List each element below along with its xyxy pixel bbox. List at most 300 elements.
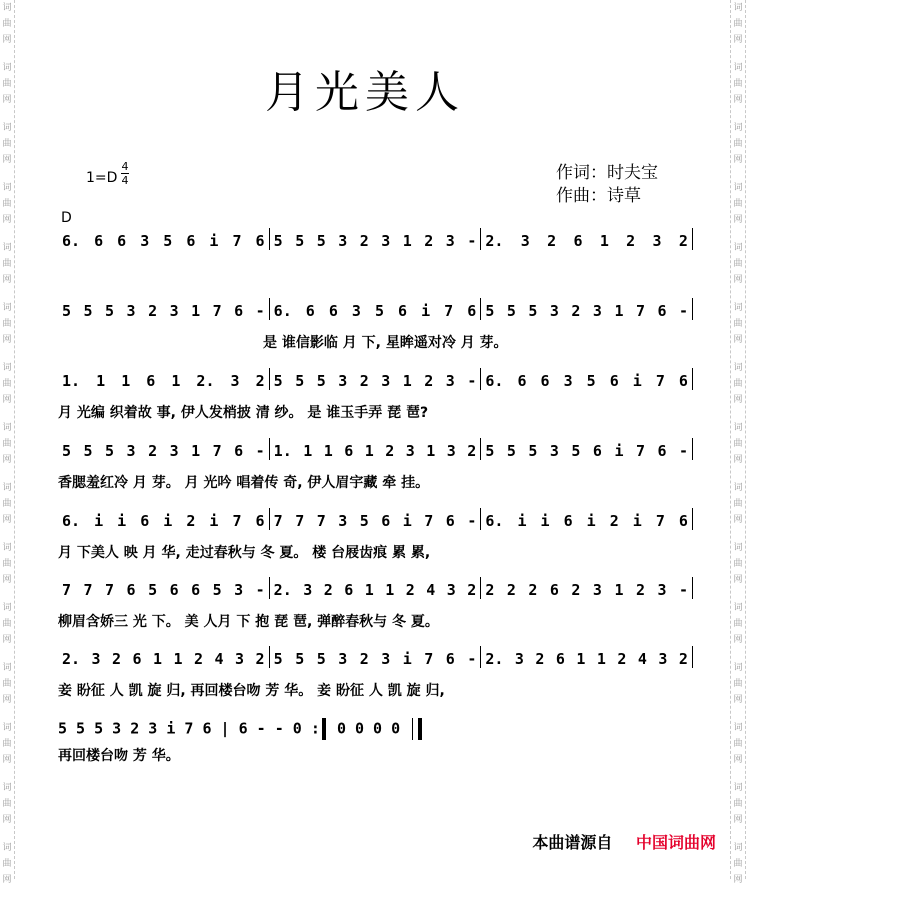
watermark-glyph: 词 — [733, 123, 743, 133]
notes-row — [58, 372, 693, 398]
measure — [58, 442, 269, 460]
watermark-glyph: 网 — [2, 335, 12, 345]
note: 7 — [424, 512, 434, 530]
measure — [58, 650, 269, 668]
watermark-glyph: 词 — [733, 303, 743, 313]
note: 7 — [212, 442, 222, 460]
note: 6 — [678, 372, 688, 390]
composer: 作曲：诗草 — [556, 186, 641, 206]
watermark-glyph: 曲 — [2, 499, 12, 509]
note: 2. — [273, 581, 292, 599]
note: 3 — [592, 302, 602, 320]
watermark-glyph: 网 — [2, 35, 12, 45]
note: 6 — [573, 232, 583, 250]
note: 6 — [255, 512, 265, 530]
note: 7 — [655, 512, 665, 530]
watermark-glyph: 网 — [2, 815, 12, 825]
note: 4 — [426, 581, 436, 599]
watermark-glyph: 词 — [733, 423, 743, 433]
note: 5 — [485, 442, 495, 460]
watermark-glyph: 词 — [2, 663, 12, 673]
note: 6 — [191, 581, 201, 599]
note: 6 — [344, 442, 354, 460]
watermark-glyph: 词 — [733, 723, 743, 733]
note: 3 — [592, 581, 602, 599]
barline — [692, 577, 693, 599]
note: 6 — [234, 302, 244, 320]
note: 6 — [305, 302, 315, 320]
note: 6. — [62, 232, 81, 250]
watermark-glyph: 曲 — [2, 139, 12, 149]
watermark-glyph: 网 — [733, 575, 743, 585]
watermark-glyph: 曲 — [733, 439, 743, 449]
note: 3 — [169, 302, 179, 320]
note: 2 — [571, 302, 581, 320]
note: 7 — [635, 442, 645, 460]
watermark-glyph: 曲 — [733, 139, 743, 149]
score-system-3 — [58, 372, 693, 422]
note: 7 — [62, 581, 72, 599]
note: 2 — [528, 581, 538, 599]
watermark-glyph: 词 — [733, 543, 743, 553]
note: 5 — [528, 442, 538, 460]
watermark-glyph: 网 — [733, 155, 743, 165]
notes-row — [58, 442, 693, 468]
note: 1. — [62, 372, 81, 390]
watermark-glyph: 词 — [2, 63, 12, 73]
watermark-glyph: 曲 — [2, 859, 12, 869]
note: i — [209, 232, 219, 250]
note: i — [632, 372, 642, 390]
note: 3 — [549, 302, 559, 320]
note: 5 — [485, 302, 495, 320]
note: 7 — [424, 650, 434, 668]
note: 2 — [359, 650, 369, 668]
watermark-glyph: 词 — [2, 363, 12, 373]
watermark-glyph: 曲 — [733, 859, 743, 869]
thick-barline — [322, 718, 326, 740]
watermark-glyph: 曲 — [2, 799, 12, 809]
watermark-glyph: 网 — [733, 335, 743, 345]
note: 3 — [91, 650, 101, 668]
note: 7 — [635, 302, 645, 320]
note: 2 — [626, 232, 636, 250]
note: 1 — [121, 372, 131, 390]
note: 7 — [655, 372, 665, 390]
watermark-glyph: 网 — [2, 875, 12, 885]
note: 6 — [657, 442, 667, 460]
watermark-glyph: 网 — [733, 755, 743, 765]
note: - — [678, 442, 689, 460]
watermark-glyph: 曲 — [2, 559, 12, 569]
lyrics-row: 柳眉含娇三 光 下。 美 人月 下 抱 琵 琶, 弹醉春秋与 冬 夏。 — [58, 614, 439, 630]
watermark-glyph: 曲 — [733, 499, 743, 509]
note: 5 — [62, 442, 72, 460]
measure — [481, 512, 692, 530]
measure — [270, 302, 481, 320]
note: 2 — [609, 512, 619, 530]
note: 5 — [295, 232, 305, 250]
note: 6. — [273, 302, 292, 320]
note: 3 — [549, 442, 559, 460]
watermark-glyph: 曲 — [733, 559, 743, 569]
watermark-glyph: 词 — [733, 783, 743, 793]
notes-row — [58, 650, 693, 676]
time-signature-top: 4 — [121, 160, 129, 173]
note: 3 — [446, 442, 456, 460]
note: 2 — [359, 372, 369, 390]
watermark-glyph: 曲 — [2, 679, 12, 689]
note: 6 — [94, 232, 104, 250]
notes-row — [58, 302, 693, 328]
note: 7 — [83, 581, 93, 599]
note: 7 — [105, 581, 115, 599]
watermark-glyph: 网 — [2, 275, 12, 285]
lyrics-row: 月 下美人 映 月 华, 走过春秋与 冬 夏。 楼 台屐齿痕 累 累, — [58, 545, 431, 561]
notes-row — [58, 232, 693, 258]
note: 6 — [549, 581, 559, 599]
note: - — [255, 581, 265, 599]
watermark-glyph: 曲 — [2, 379, 12, 389]
watermark-glyph: 曲 — [733, 79, 743, 89]
lyrics-row: 妾 盼征 人 凯 旋 归, 再回楼台吻 芳 华。 妾 盼征 人 凯 旋 归, — [58, 683, 445, 699]
note: 1 — [426, 442, 436, 460]
score-system-6 — [58, 581, 693, 631]
note: 2 — [506, 581, 516, 599]
measure — [58, 512, 269, 530]
watermark-glyph: 曲 — [733, 259, 743, 269]
score-system-5 — [58, 512, 693, 562]
note: 7 — [316, 512, 326, 530]
measure — [58, 372, 269, 390]
note: i — [163, 512, 173, 530]
lyrics-row: 香腮羞红冷 月 芽。 月 光吟 唱着传 奇, 伊人眉宇藏 牵 挂。 — [58, 475, 430, 491]
watermark-glyph: 网 — [2, 575, 12, 585]
note: 6 — [169, 581, 179, 599]
note: 2 — [571, 581, 581, 599]
notes-row — [58, 581, 693, 607]
note: 3 — [381, 372, 391, 390]
note: - — [678, 302, 689, 320]
note: 2. — [485, 650, 504, 668]
note: i — [586, 512, 596, 530]
note: i — [402, 650, 412, 668]
watermark-glyph: 词 — [2, 543, 12, 553]
watermark-glyph: 网 — [2, 755, 12, 765]
coda-notes: 0 0 0 0 — [336, 719, 401, 738]
note: 5 — [571, 442, 581, 460]
note: 5 — [273, 650, 283, 668]
note: 5 — [316, 650, 326, 668]
note: - — [255, 302, 265, 320]
note: 2 — [323, 581, 333, 599]
note: 1 — [364, 581, 374, 599]
note: 6 — [381, 512, 391, 530]
note: 6. — [485, 372, 504, 390]
measure — [58, 302, 269, 320]
measure — [270, 442, 481, 460]
measure — [481, 302, 692, 320]
watermark-strip-left — [0, 0, 15, 885]
watermark-glyph: 词 — [733, 363, 743, 373]
note: 1 — [576, 650, 586, 668]
note: 2 — [485, 581, 495, 599]
measure — [481, 232, 692, 250]
note: 1 — [171, 372, 181, 390]
note: 3 — [303, 581, 313, 599]
note: 5 — [586, 372, 596, 390]
end-barline — [418, 718, 422, 740]
watermark-glyph: 曲 — [733, 319, 743, 329]
watermark-glyph: 曲 — [733, 379, 743, 389]
watermark-glyph: 词 — [2, 243, 12, 253]
note: 6 — [467, 302, 477, 320]
measure — [58, 232, 269, 250]
note: 5 — [374, 302, 384, 320]
note: 3 — [652, 232, 662, 250]
note: 3 — [169, 442, 179, 460]
note: 5 — [359, 512, 369, 530]
note: 5 — [212, 581, 222, 599]
barline — [692, 508, 693, 530]
note: 2 — [678, 232, 688, 250]
watermark-glyph: 网 — [733, 875, 743, 885]
watermark-glyph: 词 — [733, 63, 743, 73]
note: 5 — [295, 372, 305, 390]
source-site-link[interactable]: 中国词曲网 — [635, 833, 716, 852]
note: 6 — [445, 512, 455, 530]
note: 2 — [467, 581, 477, 599]
note: - — [678, 581, 689, 599]
note: 3 — [338, 372, 348, 390]
note: 6 — [117, 232, 127, 250]
final-notes: 5 5 5 3 2 3 i 7 6 | 6 - - 0 : — [58, 719, 320, 738]
watermark-glyph: 曲 — [733, 739, 743, 749]
watermark-glyph: 网 — [733, 215, 743, 225]
lyrics-row: 月 光编 织着故 事, 伊人发梢披 清 纱。 是 谁玉手弄 琵 琶? — [58, 405, 429, 421]
watermark-strip-right — [730, 0, 746, 885]
note: 5 — [528, 302, 538, 320]
score-system-2 — [58, 302, 693, 352]
note: 7 — [273, 512, 283, 530]
note: 1 — [402, 232, 412, 250]
note: 5 — [273, 372, 283, 390]
barline — [692, 646, 693, 668]
watermark-glyph: 网 — [2, 695, 12, 705]
measure — [481, 650, 692, 668]
note: 5 — [316, 372, 326, 390]
note: 2. — [485, 232, 504, 250]
note: 1 — [614, 581, 624, 599]
note: 3 — [140, 232, 150, 250]
watermark-glyph: 曲 — [733, 799, 743, 809]
note: 1 — [323, 442, 333, 460]
note: 2 — [617, 650, 627, 668]
note: 6 — [592, 442, 602, 460]
note: 5 — [506, 302, 516, 320]
note: 7 — [295, 512, 305, 530]
note: 5 — [316, 232, 326, 250]
note: 2 — [535, 650, 545, 668]
note: 1 — [385, 581, 395, 599]
note: 2. — [196, 372, 215, 390]
watermark-glyph: 词 — [733, 483, 743, 493]
note: 2 — [194, 650, 204, 668]
note: 1 — [596, 650, 606, 668]
note: 5 — [62, 302, 72, 320]
note: 1. — [273, 442, 292, 460]
note: - — [467, 650, 477, 668]
note: 6 — [146, 372, 156, 390]
note: 6 — [140, 512, 150, 530]
barline — [692, 438, 693, 460]
note: 6 — [540, 372, 550, 390]
watermark-glyph: 曲 — [2, 439, 12, 449]
watermark-glyph: 曲 — [733, 619, 743, 629]
note: 1 — [364, 442, 374, 460]
watermark-glyph: 网 — [733, 515, 743, 525]
watermark-glyph: 网 — [2, 215, 12, 225]
note: 5 — [105, 302, 115, 320]
note: 2 — [148, 302, 158, 320]
note: i — [614, 442, 624, 460]
watermark-glyph: 网 — [2, 395, 12, 405]
watermark-glyph: 词 — [733, 3, 743, 13]
note: 3 — [514, 650, 524, 668]
watermark-glyph: 网 — [2, 155, 12, 165]
chord-label: D — [61, 210, 72, 226]
note: 6 — [609, 372, 619, 390]
note: 2 — [255, 650, 265, 668]
note: 3 — [126, 302, 136, 320]
measure — [481, 581, 692, 599]
watermark-glyph: 网 — [2, 635, 12, 645]
watermark-glyph: 词 — [2, 843, 12, 853]
note: 2 — [112, 650, 122, 668]
watermark-glyph: 词 — [733, 183, 743, 193]
watermark-glyph: 曲 — [733, 679, 743, 689]
note: 7 — [444, 302, 454, 320]
watermark-glyph: 网 — [733, 95, 743, 105]
watermark-glyph: 词 — [733, 243, 743, 253]
watermark-glyph: 曲 — [2, 619, 12, 629]
watermark-glyph: 词 — [2, 483, 12, 493]
note: 5 — [83, 302, 93, 320]
watermark-glyph: 网 — [733, 395, 743, 405]
note: 2 — [547, 232, 557, 250]
note: 1 — [191, 302, 201, 320]
time-signature-bottom: 4 — [121, 174, 129, 187]
note: i — [94, 512, 104, 530]
note: 2 — [678, 650, 688, 668]
note: 3 — [405, 442, 415, 460]
note: 2 — [424, 372, 434, 390]
note: 4 — [214, 650, 224, 668]
key-signature: 1=D — [86, 170, 118, 186]
note: 3 — [338, 650, 348, 668]
watermark-glyph: 网 — [2, 515, 12, 525]
note: 6 — [657, 302, 667, 320]
source-credit — [532, 830, 716, 853]
note: 2 — [424, 232, 434, 250]
credits — [556, 162, 658, 208]
note: 6 — [445, 650, 455, 668]
watermark-glyph: 词 — [2, 123, 12, 133]
note: 6 — [186, 232, 196, 250]
note: 2 — [467, 442, 477, 460]
watermark-glyph: 曲 — [733, 199, 743, 209]
watermark-glyph: 词 — [2, 303, 12, 313]
watermark-glyph: 网 — [733, 695, 743, 705]
measure — [270, 650, 481, 668]
watermark-glyph: 词 — [2, 783, 12, 793]
note: 3 — [446, 581, 456, 599]
measure — [270, 512, 481, 530]
note: 6 — [126, 581, 136, 599]
note: 5 — [105, 442, 115, 460]
watermark-glyph: 曲 — [2, 79, 12, 89]
note: 6 — [234, 442, 244, 460]
note: 2 — [359, 232, 369, 250]
note: 1 — [153, 650, 163, 668]
note: 3 — [381, 650, 391, 668]
note: 3 — [520, 232, 530, 250]
note: 4 — [637, 650, 647, 668]
note: 2. — [62, 650, 81, 668]
note: 1 — [614, 302, 624, 320]
note: 3 — [351, 302, 361, 320]
score-system-4 — [58, 442, 693, 492]
note: - — [467, 512, 477, 530]
source-label: 本曲谱源自 — [532, 833, 613, 852]
watermark-glyph: 曲 — [2, 319, 12, 329]
watermark-glyph: 词 — [2, 3, 12, 13]
note: 2 — [385, 442, 395, 460]
barline — [692, 368, 693, 390]
note: 7 — [232, 232, 242, 250]
note: 3 — [126, 442, 136, 460]
final-notes-row — [58, 718, 424, 740]
watermark-glyph: 曲 — [2, 739, 12, 749]
note: i — [517, 512, 527, 530]
watermark-glyph: 网 — [733, 275, 743, 285]
note: 2 — [186, 512, 196, 530]
measure — [270, 581, 481, 599]
notes-row — [58, 512, 693, 538]
note: 3 — [563, 372, 573, 390]
note: 1 — [303, 442, 313, 460]
note: 5 — [148, 581, 158, 599]
note: 5 — [273, 232, 283, 250]
note: 6. — [485, 512, 504, 530]
note: 6 — [678, 512, 688, 530]
note: 1 — [191, 442, 201, 460]
watermark-glyph: 曲 — [733, 19, 743, 29]
time-signature — [121, 161, 129, 186]
note: 3 — [230, 372, 240, 390]
watermark-glyph: 词 — [2, 603, 12, 613]
watermark-glyph: 词 — [2, 183, 12, 193]
note: 1 — [96, 372, 106, 390]
note: 3 — [445, 372, 455, 390]
note: i — [209, 512, 219, 530]
lyrics-row: 是 谁信影临 月 下, 星眸遥对冷 月 芽。 — [263, 335, 508, 351]
measure — [270, 232, 481, 250]
note: 3 — [658, 650, 668, 668]
lyricist: 作词：时夫宝 — [556, 163, 658, 183]
note: 3 — [234, 581, 244, 599]
note: 6 — [255, 232, 265, 250]
